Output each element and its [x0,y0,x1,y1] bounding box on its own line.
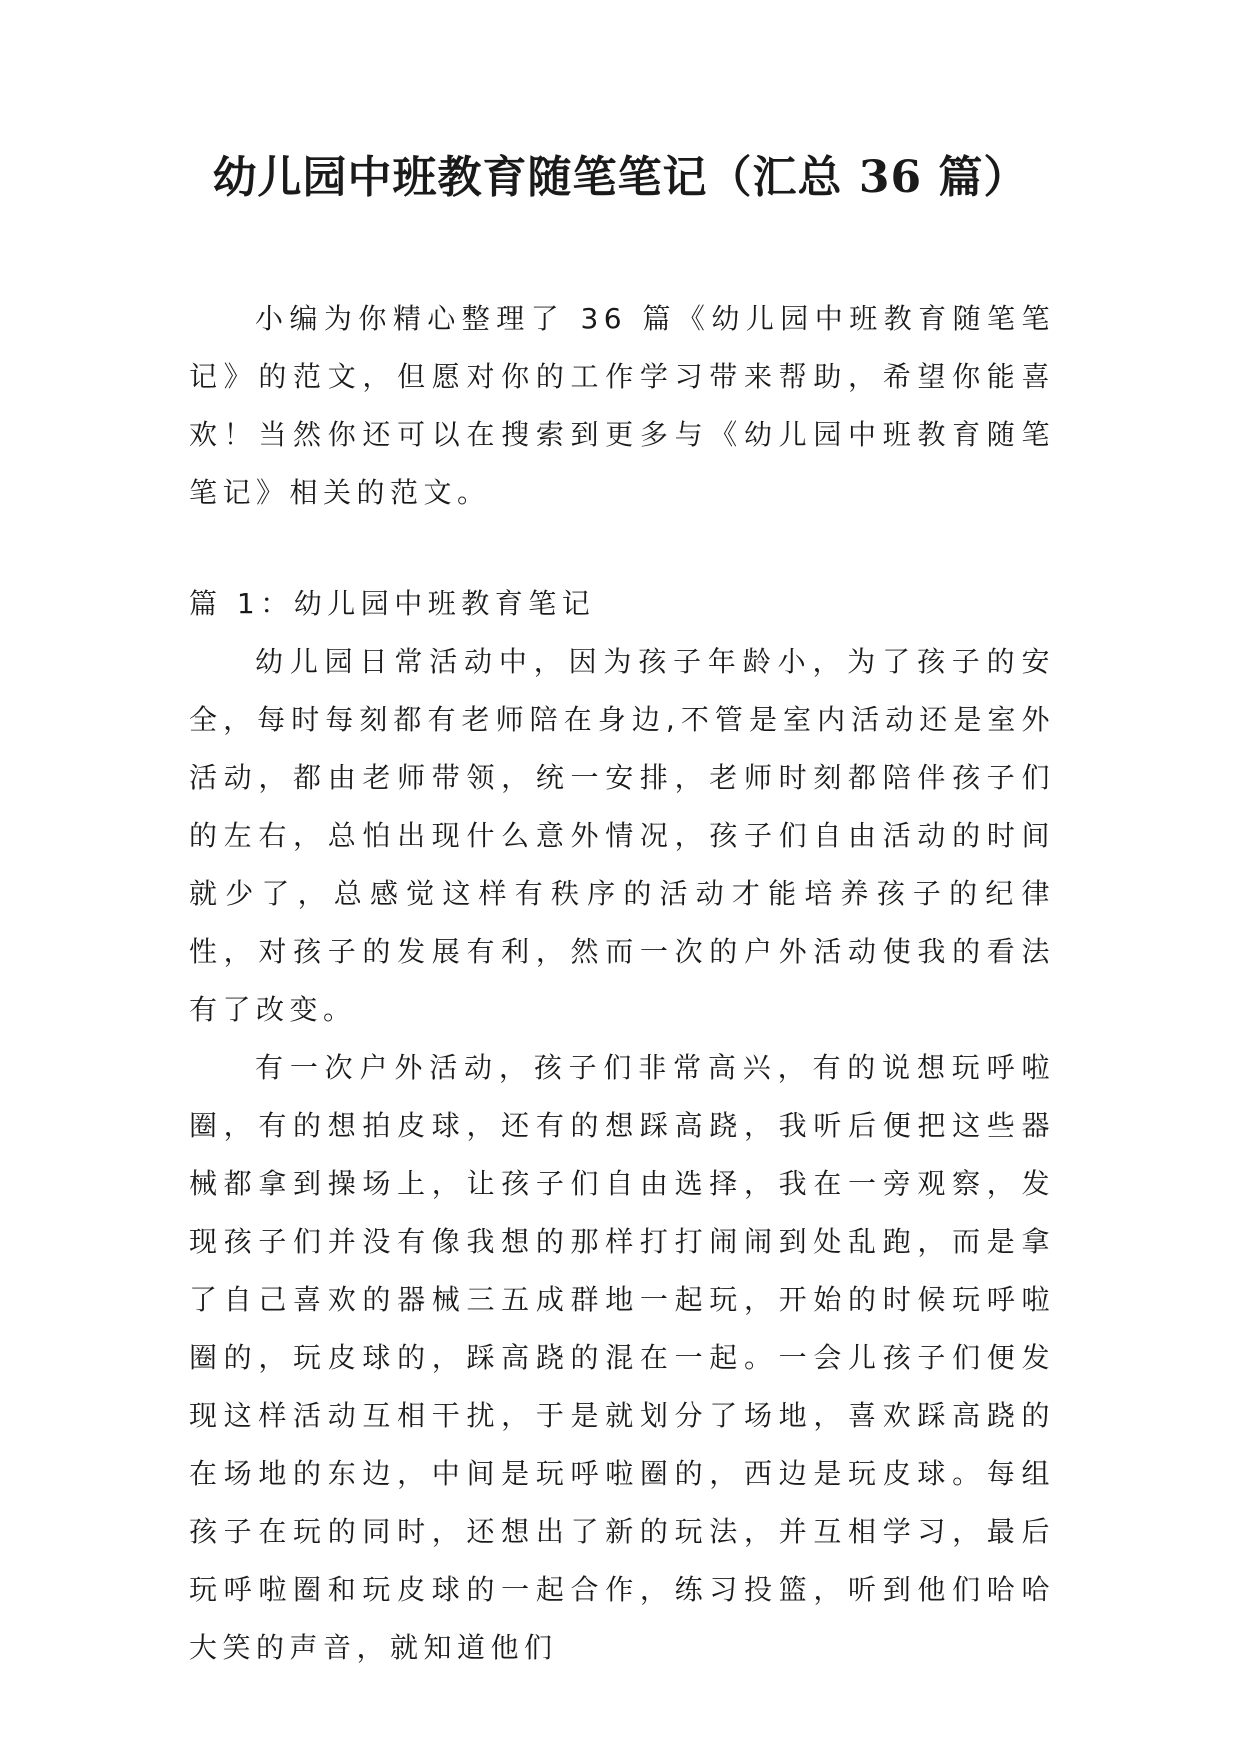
intro-paragraph: 小编为你精心整理了 36 篇《幼儿园中班教育随笔笔记》的范文，但愿对你的工作学习带来帮助，希望你能喜欢！当然你还可以在搜索到更多与《幼儿园中班教育随笔笔记》相关的范文。 [189,302,1055,509]
body-paragraph: 幼儿园日常活动中，因为孩子年龄小，为了孩子的安全，每时每刻都有老师陪在身边,不管是室内活动还是室外活动，都由老师带领，统一安排，老师时刻都陪伴孩子们的左右，总怕出现什么意外情况，孩子们自由活动的时间就少了，总感觉这样有秩序的活动才能培养孩子的纪律性，对孩子的发展有利，然而一次的户外活动使我的看法有了改变。 [189,645,1055,1026]
section-heading: 篇 1：幼儿园中班教育笔记 [189,587,596,620]
article-section [189,575,1055,1677]
document-title: 幼儿园中班教育随笔笔记（汇总 36 篇） [212,152,1029,203]
body-paragraph: 有一次户外活动，孩子们非常高兴，有的说想玩呼啦圈，有的想拍皮球，还有的想踩高跷，我听后便把这些器械都拿到操场上，让孩子们自由选择，我在一旁观察，发现孩子们并没有像我想的那样打打闹闹到处乱跑，而是拿了自己喜欢的器械三五成群地一起玩，开始的时候玩呼啦圈的，玩皮球的，踩高跷的混在一起。一会儿孩子们便发现这样活动互相干扰，于是就划分了场地，喜欢踩高跷的在场地的东边，中间是玩呼啦圈的，西边是玩皮球。每组孩子在玩的同时，还想出了新的玩法，并互相学习，最后玩呼啦圈和玩皮球的一起合作，练习投篮，听到他们哈哈大笑的声音，就知道他们 [189,1051,1055,1664]
